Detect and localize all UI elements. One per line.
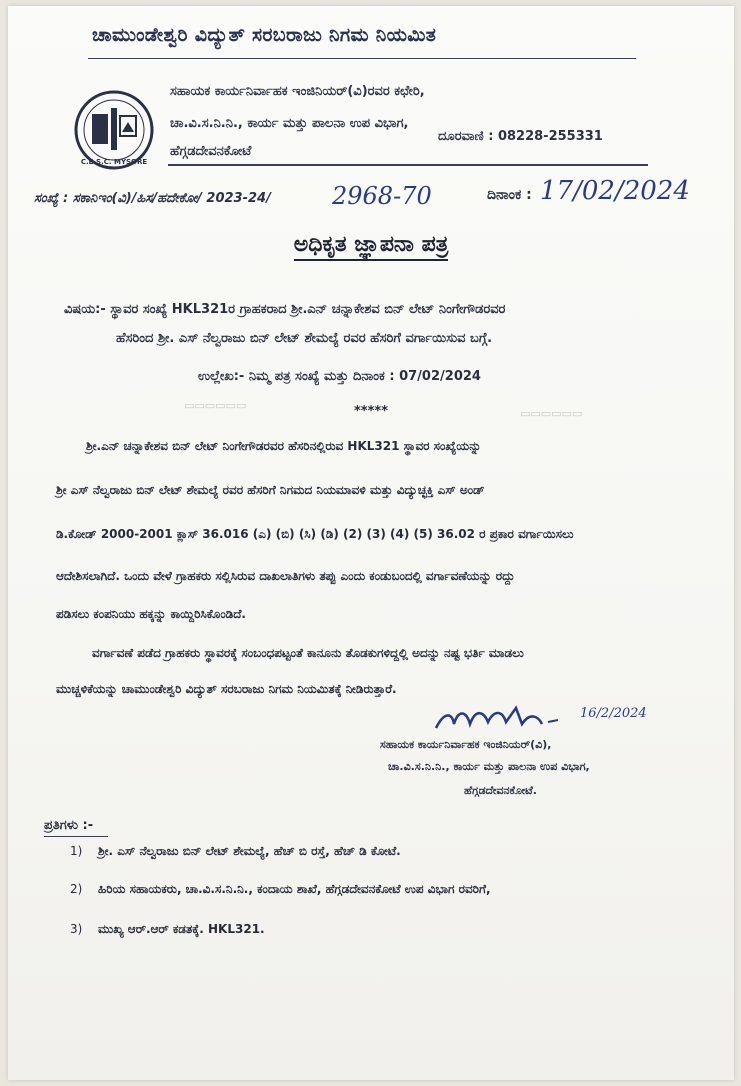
signatory-place: ಹೆಗ್ಗಡದೇವನಕೋಟೆ.: [464, 784, 537, 797]
date-handwritten: 17/02/2024: [540, 176, 690, 206]
body-para1-line-1: ಶ್ರೀ.ಎನ್ ಚನ್ನಾಕೇಶವ ಬಿನ್ ಲೇಟ್ ನಿಂಗೇಗೌಡರವರ ಹೆಸರಿನಲ್ಲಿರುವ HKL321 ಸ್ಥಾವರ ಸಂಖ್ಯೆಯನ್ನು: [86, 439, 482, 453]
signatory-office: ಚಾ.ವಿ.ಸ.ನಿ.ನಿ., ಕಾರ್ಯ ಮತ್ತು ಪಾಲನಾ ಉಪ ವಿಭಾಗ,: [388, 760, 590, 773]
subject-line-2: ಹೆಸರಿಂದ ಶ್ರೀ. ಎಸ್ ನೆಲ್ವರಾಜು ಬಿನ್ ಲೇಟ್ ಶೇಮಲ್ಯೆ ರವರ ಹೆಸರಿಗೆ ವರ್ಗಾಯಿಸುವ ಬಗ್ಗೆ.: [116, 331, 493, 346]
header-rule-top: [88, 58, 636, 59]
reference-label: ಸಂಖ್ಯೆ : ಸಕಾನಿಇಂ(ವಿ)/ಹಿಸ/ಹದೇಕೋ/ 2023-24/: [34, 191, 271, 206]
signatory-designation: ಸಹಾಯಕ ಕಾರ್ಯನಿರ್ವಾಹಕ ಇಂಜಿನಿಯರ್(ವಿ),: [380, 738, 552, 751]
signature-date-handwritten: 16/2/2024: [580, 706, 647, 721]
letter-page: [8, 6, 734, 1080]
copies-label: ಪ್ರತಿಗಳು :-: [44, 818, 94, 833]
reference-letter-line: ಉಲ್ಲೇಖ:- ನಿಮ್ಮ ಪತ್ರ ಸಂಖ್ಯೆ ಮತ್ತು ದಿನಾಂಕ : 07/02/2024: [198, 369, 481, 384]
body-para2-line-2: ಮುಚ್ಚಳಿಕೆಯನ್ನು ಚಾಮುಂಡೇಶ್ವರಿ ವಿದ್ಯುತ್ ಸರಬರಾಜು ನಿಗಮ ನಿಯಮಿತಕ್ಕೆ ನೀಡಿರುತ್ತಾರೆ.: [56, 682, 397, 696]
bleed-through-mark: ▭▭▭▭▭▭: [520, 407, 583, 420]
header-rule-bottom: [168, 164, 648, 166]
subject-line-1: ವಿಷಯ:- ಸ್ಥಾವರ ಸಂಖ್ಯೆ HKL321ರ ಗ್ರಾಹಕರಾದ ಶ್ರೀ.ಎನ್ ಚನ್ನಾಕೇಶವ ಬಿನ್ ಲೇಟ್ ನಿಂಗೇಗೌಡರವರ: [64, 302, 506, 317]
phone-number: ದೂರವಾಣಿ : 08228-255331: [438, 129, 603, 144]
body-para1-line-3: ಡಿ.ಕೋಡ್ 2000-2001 ಕ್ಲಾಸ್ 36.016 (ಎ) (ಬಿ) (ಸಿ) (ಡಿ) (2) (3) (4) (5) 36.02 ರ ಪ್ರಕಾರ ವರ್ಗಾಯಿಸಲು: [56, 527, 574, 541]
copy-item-3: [70, 922, 265, 937]
body-para1-line-5: ಪಡಿಸಲು ಕಂಪನಿಯು ಹಕ್ಕನ್ನು ಕಾಯ್ದಿರಿಸಿಕೊಂಡಿದೆ.: [56, 607, 246, 621]
organization-name: ಚಾಮುಂಡೇಶ್ವರಿ ವಿದ್ಯುತ್ ಸರಬರಾಜು ನಿಗಮ ನಿಯಮಿತ: [92, 24, 437, 46]
copy-item-1: [70, 844, 401, 859]
copy-item-2: [70, 882, 491, 897]
separator-stars: *****: [354, 404, 388, 419]
office-line-1: ಸಹಾಯಕ ಕಾರ್ಯನಿರ್ವಾಹಕ ಇಂಜಿನಿಯರ್(ವಿ)ರವರ ಕಛೇರಿ,: [170, 84, 425, 99]
copy-item-2-number: 2): [70, 882, 83, 896]
date-label: ದಿನಾಂಕ :: [487, 187, 532, 203]
office-line-3: ಹೆಗ್ಗಡದೇವನಕೋಟೆ: [170, 144, 252, 159]
copy-item-3-text: ಮುಖ್ಯ ಆರ್.ಆರ್ ಕಡತಕ್ಕೆ. HKL321.: [98, 922, 265, 936]
office-line-2: ಚಾ.ವಿ.ಸ.ನಿ.ನಿ., ಕಾರ್ಯ ಮತ್ತು ಪಾಲನಾ ಉಪ ವಿಭಾಗ,: [170, 116, 409, 131]
copies-label-underline: [44, 836, 108, 837]
copy-item-1-text: ಶ್ರೀ. ಎಸ್ ನೆಲ್ವರಾಜು ಬಿನ್ ಲೇಟ್ ಶೇಮಲ್ಯೆ, ಹೆಚ್ ಬಿ ರಸ್ತೆ, ಹೆಚ್ ಡಿ ಕೋಟೆ.: [98, 844, 401, 858]
document-title-text: ಅಧಿಕೃತ ಜ್ಞಾಪನಾ ಪತ್ರ: [294, 232, 449, 261]
body-para1-line-2: ಶ್ರೀ ಎಸ್ ನೆಲ್ವರಾಜು ಬಿನ್ ಲೇಟ್ ಶೇಮಲ್ಯೆ ರವರ ಹೆಸರಿಗೆ ನಿಗಮದ ನಿಯಮಾವಳಿ ಮತ್ತು ವಿದ್ಯುಚ್ಛಕ್ತಿ ಎಸ್ ಅಂಡ್: [56, 483, 485, 497]
copy-item-3-number: 3): [70, 922, 83, 936]
body-para1-line-4: ಆದೇಶಿಸಲಾಗಿದೆ. ಒಂದು ವೇಳೆ ಗ್ರಾಹಕರು ಸಲ್ಲಿಸಿರುವ ದಾಖಲಾತಿಗಳು ತಪ್ಪು ಎಂದು ಕಂಡುಬಂದಲ್ಲಿ ವರ್ಗಾವಣೆಯನ್ನು ರದ್ದು: [56, 569, 515, 583]
body-para2-line-1: ವರ್ಗಾವಣೆ ಪಡೆದ ಗ್ರಾಹಕರು ಸ್ಥಾವರಕ್ಕೆ ಸಂಬಂಧಪಟ್ಟಂತೆ ಕಾನೂನು ತೊಡಕುಗಳಿದ್ದಲ್ಲಿ ಅದನ್ನು ನಷ್ಟ ಭರ್ತಿ ಮಾಡಲು: [92, 646, 524, 660]
reference-number-handwritten: 2968-70: [332, 182, 432, 210]
logo-caption: C.E.S.C. MYSORE: [80, 158, 148, 166]
document-title: [8, 232, 734, 257]
copy-item-1-number: 1): [70, 844, 83, 858]
bleed-through-mark: ▭▭▭▭▭▭: [184, 399, 247, 412]
copy-item-2-text: ಹಿರಿಯ ಸಹಾಯಕರು, ಚಾ.ವಿ.ಸ.ನಿ.ನಿ., ಕಂದಾಯ ಶಾಖೆ, ಹೆಗ್ಗಡದೇವನಕೋಟೆ ಉಪ ವಿಭಾಗ ರವರಿಗೆ,: [98, 882, 491, 896]
